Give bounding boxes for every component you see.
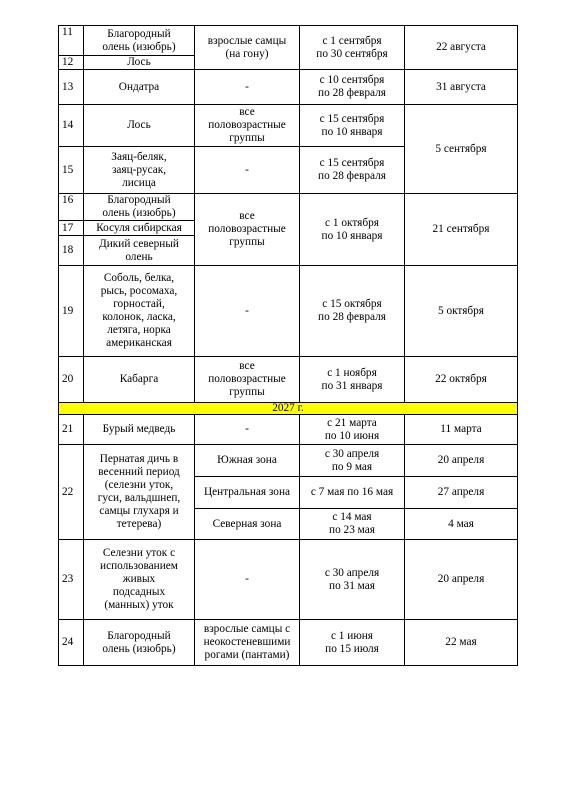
row-number: 20 xyxy=(59,357,84,403)
species-cell: Дикий северный олень xyxy=(84,236,195,266)
period-cell: с 15 октября по 28 февраля xyxy=(300,266,405,357)
group-cell: - xyxy=(195,147,300,194)
year-label: 2027 г. xyxy=(59,403,518,415)
species-cell: Благородный олень (изюбрь) xyxy=(84,620,195,666)
zone-cell: Центральная зона xyxy=(195,477,300,509)
period-cell: с 15 сентября по 10 января xyxy=(300,105,405,147)
species-cell: Кабарга xyxy=(84,357,195,403)
species-cell: Благородный олень (изюбрь) xyxy=(84,26,195,56)
row-number: 15 xyxy=(59,147,84,194)
table-row xyxy=(59,357,518,403)
group-cell: - xyxy=(195,266,300,357)
species-cell: Косуля сибирская xyxy=(84,221,195,236)
group-cell: взрослые самцы с неокостеневшими рогами (пантами) xyxy=(195,620,300,666)
row-number: 22 xyxy=(59,445,84,540)
table-row xyxy=(59,620,518,666)
period-cell: с 21 марта по 10 июня xyxy=(300,415,405,445)
row-number: 14 xyxy=(59,105,84,147)
table-row xyxy=(59,70,518,105)
table-row xyxy=(59,415,518,445)
period-cell: с 1 ноября по 31 января xyxy=(300,357,405,403)
year-separator-row xyxy=(59,403,518,415)
group-cell: - xyxy=(195,70,300,105)
row-number: 13 xyxy=(59,70,84,105)
group-cell: - xyxy=(195,540,300,620)
species-cell: Соболь, белка, рысь, росомаха, горностай, колонок, ласка, летяга, норка американская xyxy=(84,266,195,357)
date-cell: 5 октября xyxy=(405,266,518,357)
species-cell: Лось xyxy=(84,105,195,147)
row-number: 11 xyxy=(59,26,84,56)
group-cell: - xyxy=(195,415,300,445)
group-cell: все половозрастные группы xyxy=(195,105,300,147)
date-cell: 11 марта xyxy=(405,415,518,445)
date-cell: 22 октября xyxy=(405,357,518,403)
group-cell: все половозрастные группы xyxy=(195,357,300,403)
date-cell: 4 мая xyxy=(405,509,518,540)
period-cell: с 7 мая по 16 мая xyxy=(300,477,405,509)
period-cell: с 10 сентября по 28 февраля xyxy=(300,70,405,105)
table-row xyxy=(59,105,518,147)
date-cell: 5 сентября xyxy=(405,105,518,194)
table-row xyxy=(59,194,518,221)
species-cell: Пернатая дичь в весенний период (селезни уток, гуси, вальдшнеп, самцы глухаря и тетерева) xyxy=(84,445,195,540)
period-cell: с 14 мая по 23 мая xyxy=(300,509,405,540)
period-cell: с 30 апреля по 9 мая xyxy=(300,445,405,477)
date-cell: 20 апреля xyxy=(405,540,518,620)
group-cell: взрослые самцы (на гону) xyxy=(195,26,300,70)
period-cell: с 1 октября по 10 января xyxy=(300,194,405,266)
period-cell: с 15 сентября по 28 февраля xyxy=(300,147,405,194)
hunting-periods-table xyxy=(58,25,518,666)
row-number: 23 xyxy=(59,540,84,620)
period-cell: с 1 июня по 15 июля xyxy=(300,620,405,666)
table-row xyxy=(59,26,518,56)
row-number: 17 xyxy=(59,221,84,236)
date-cell: 21 сентября xyxy=(405,194,518,266)
species-cell: Благородный олень (изюбрь) xyxy=(84,194,195,221)
species-cell: Бурый медведь xyxy=(84,415,195,445)
row-number: 24 xyxy=(59,620,84,666)
group-cell: все половозрастные группы xyxy=(195,194,300,266)
date-cell: 27 апреля xyxy=(405,477,518,509)
table-row xyxy=(59,266,518,357)
date-cell: 20 апреля xyxy=(405,445,518,477)
table-row xyxy=(59,445,518,477)
row-number: 21 xyxy=(59,415,84,445)
species-cell: Селезни уток с использованием живых подсадных (манных) уток xyxy=(84,540,195,620)
period-cell: с 30 апреля по 31 мая xyxy=(300,540,405,620)
zone-cell: Южная зона xyxy=(195,445,300,477)
table-row xyxy=(59,540,518,620)
zone-cell: Северная зона xyxy=(195,509,300,540)
row-number: 18 xyxy=(59,236,84,266)
species-cell: Заяц-беляк, заяц-русак, лисица xyxy=(84,147,195,194)
species-cell: Лось xyxy=(84,56,195,70)
date-cell: 31 августа xyxy=(405,70,518,105)
species-cell: Ондатра xyxy=(84,70,195,105)
date-cell: 22 августа xyxy=(405,26,518,70)
row-number: 16 xyxy=(59,194,84,221)
period-cell: с 1 сентября по 30 сентября xyxy=(300,26,405,70)
row-number: 19 xyxy=(59,266,84,357)
date-cell: 22 мая xyxy=(405,620,518,666)
row-number: 12 xyxy=(59,56,84,70)
